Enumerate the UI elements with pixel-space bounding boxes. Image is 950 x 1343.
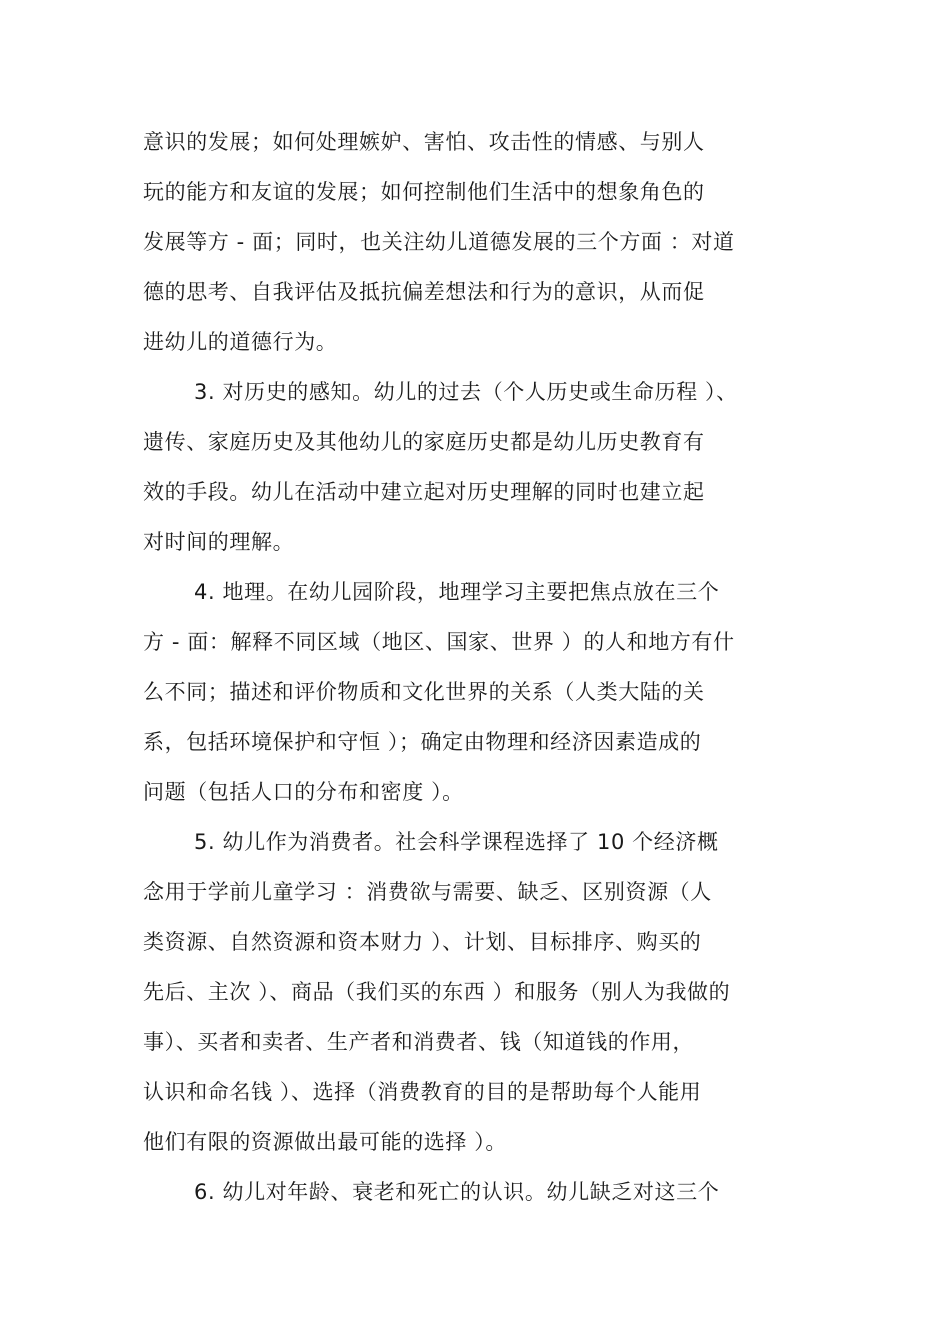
text-line: 他们有限的资源做出最可能的选择 ）。 [143, 1130, 507, 1154]
text-line: 先后、主次 ）、商品（我们买的东西 ）和服务（别人为我做的 [143, 980, 731, 1004]
text-line: 念用于学前儿童学习 ：消费欲与需要、缺乏、区别资源（人 [143, 880, 712, 904]
text-line: 发展等方 - 面；同时，也关注幼儿道德发展的三个方面 ：对道 [143, 230, 735, 254]
text-line: 系，包括环境保护和守恒 ）；确定由物理和经济因素造成的 [143, 730, 702, 754]
text-line: 玩的能方和友谊的发展；如何控制他们生活中的想象角色的 [143, 180, 705, 204]
text-line: 对时间的理解。 [143, 530, 295, 554]
text-line: 进幼儿的道德行为。 [143, 330, 338, 354]
text-line: 方 - 面：解释不同区域（地区、国家、世界 ）的人和地方有什 [143, 630, 735, 654]
text-line: 意识的发展；如何处理嫉妒、害怕、攻击性的情感、与别人 [143, 130, 705, 154]
text-line: 类资源、自然资源和资本财力 ）、计划、目标排序、购买的 [143, 930, 702, 954]
paragraph-heading-consumer: 5. 幼儿作为消费者。社会科学课程选择了 10 个经济概 [194, 830, 719, 854]
paragraph-heading-geography: 4. 地理。在幼儿园阶段，地理学习主要把焦点放在三个 [194, 580, 720, 604]
text-line: 遗传、家庭历史及其他幼儿的家庭历史都是幼儿历史教育有 [143, 430, 705, 454]
text-line: 么不同；描述和评价物质和文化世界的关系（人类大陆的关 [143, 680, 705, 704]
text-line: 德的思考、自我评估及抵抗偏差想法和行为的意识，从而促 [143, 280, 705, 304]
text-line: 认识和命名钱 ）、选择（消费教育的目的是帮助每个人能用 [143, 1080, 702, 1104]
text-line: 问题（包括人口的分布和密度 ）。 [143, 780, 464, 804]
paragraph-heading-history: 3. 对历史的感知。幼儿的过去（个人历史或生命历程 ）、 [194, 380, 738, 404]
paragraph-heading-age: 6. 幼儿对年龄、衰老和死亡的认识。幼儿缺乏对这三个 [194, 1180, 720, 1204]
text-line: 效的手段。幼儿在活动中建立起对历史理解的同时也建立起 [143, 480, 705, 504]
text-line: 事）、买者和卖者、生产者和消费者、钱（知道钱的作用， [143, 1030, 695, 1054]
